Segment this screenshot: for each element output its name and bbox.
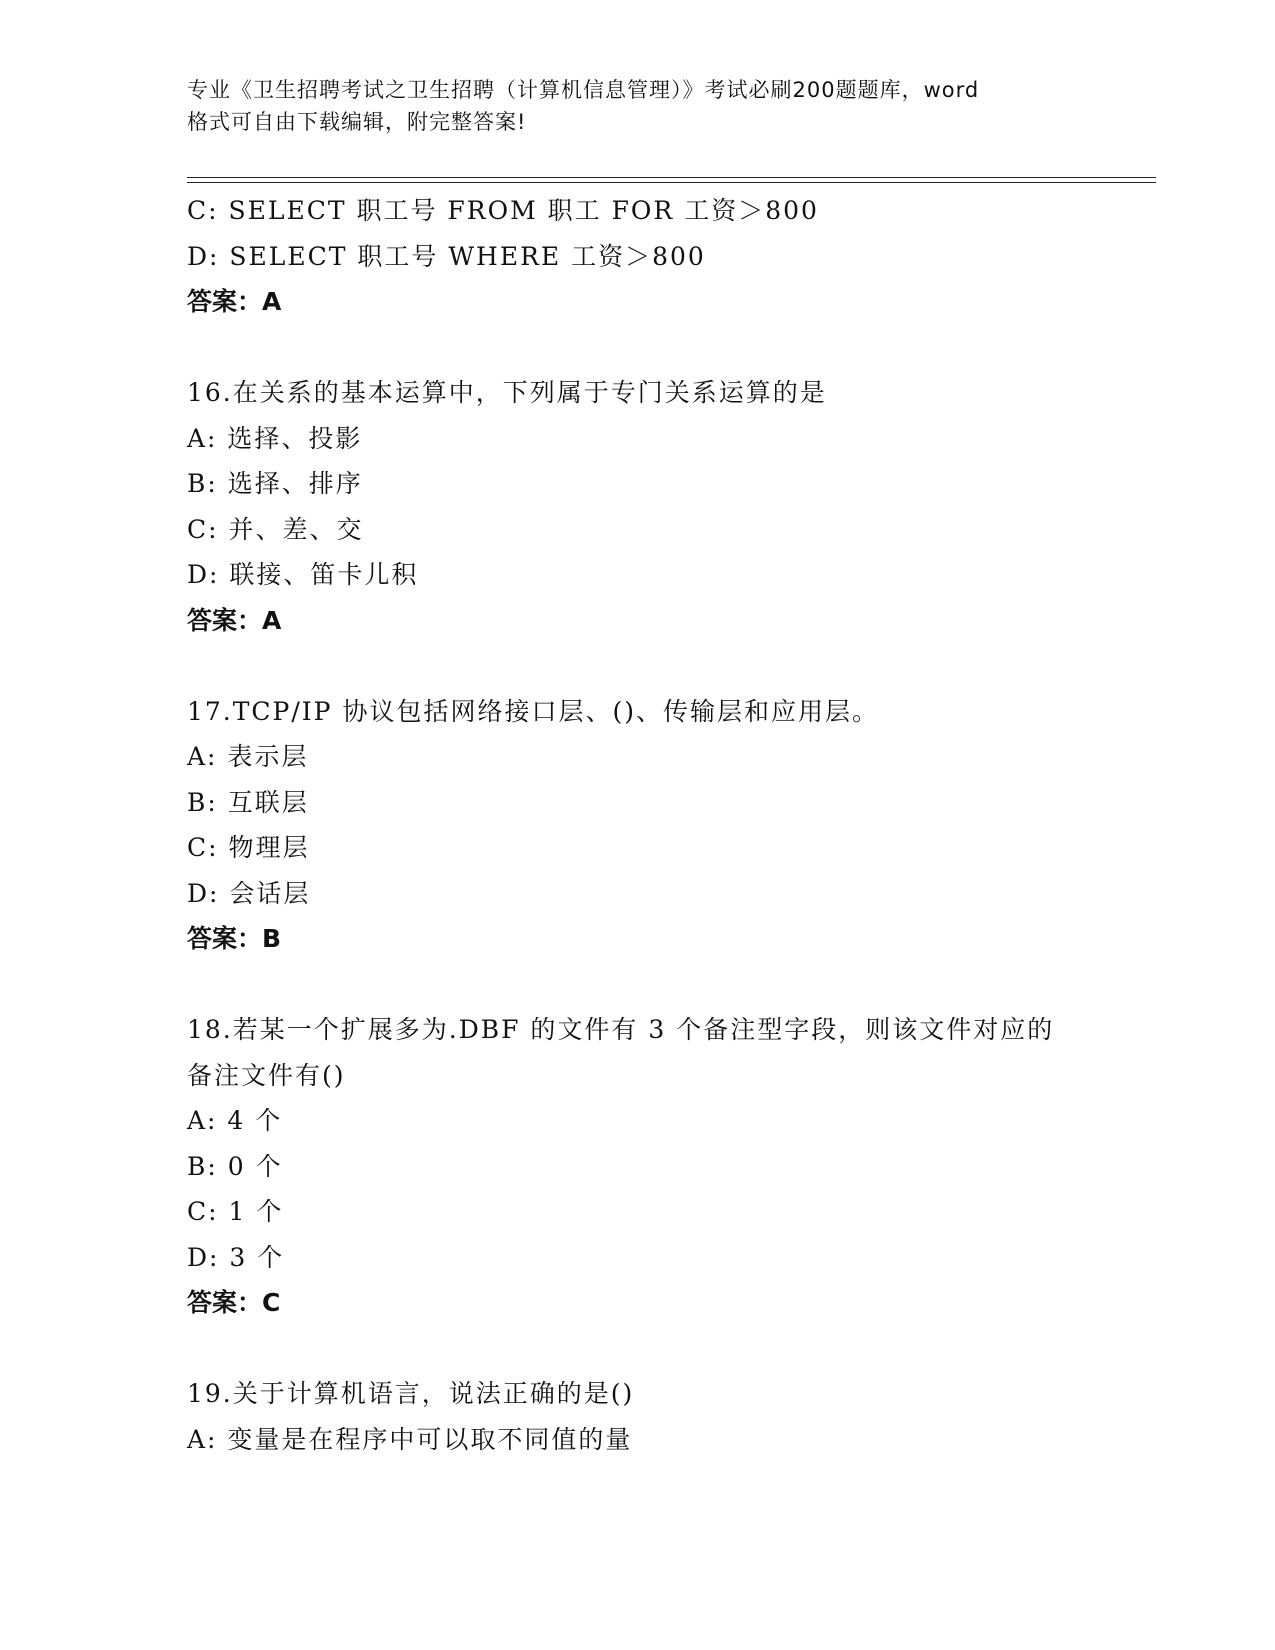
option-d: D: 联接、笛卡儿积: [187, 560, 419, 589]
header-divider-bottom: [187, 182, 1156, 183]
answer: 答案：B: [187, 924, 282, 953]
option-b: B: 互联层: [187, 787, 309, 817]
option-a: A: 变量是在程序中可以取不同值的量: [187, 1424, 633, 1454]
question-18: [187, 1007, 1147, 1326]
option-c: C: 物理层: [187, 833, 310, 862]
option-a: A: 选择、投影: [187, 423, 363, 453]
spacer: [187, 643, 1147, 689]
option-b: B: 选择、排序: [187, 469, 363, 498]
option-d: D: 3 个: [187, 1242, 285, 1272]
question-16: [187, 370, 1147, 643]
option-a: A: 4 个: [187, 1106, 283, 1135]
document-header: [187, 74, 1087, 138]
header-line-1: 专业《卫生招聘考试之卫生招聘（计算机信息管理）》考试必刷200题题库，word: [187, 78, 980, 102]
option-d: D: SELECT 职工号 WHERE 工资＞800: [187, 241, 706, 271]
option-c: C: 1 个: [187, 1197, 284, 1226]
question-text: 17.TCP/IP 协议包括网络接口层、()、传输层和应用层。: [187, 696, 879, 726]
option-a: A: 表示层: [187, 742, 309, 771]
question-17: [187, 689, 1147, 962]
question-text: 16.在关系的基本运算中，下列属于专门关系运算的是: [187, 378, 827, 407]
header-line-2: 格式可自由下载编辑，附完整答案!: [187, 110, 527, 134]
question-15: [187, 188, 1147, 325]
option-d: D: 会话层: [187, 878, 311, 908]
option-c: C: SELECT 职工号 FROM 职工 FOR 工资＞800: [187, 196, 819, 225]
option-b: B: 0 个: [187, 1151, 283, 1181]
spacer: [187, 1326, 1147, 1372]
option-c: C: 并、差、交: [187, 514, 364, 544]
answer: 答案：C: [187, 1288, 281, 1317]
answer: 答案：A: [187, 287, 282, 316]
spacer: [187, 325, 1147, 371]
question-text: 19.关于计算机语言，说法正确的是(): [187, 1379, 635, 1408]
question-text-line-2: 备注文件有(): [187, 1060, 346, 1090]
question-19: [187, 1371, 1147, 1462]
question-list: [187, 188, 1147, 1462]
answer: 答案：A: [187, 605, 282, 635]
question-text-line-1: 18.若某一个扩展多为.DBF 的文件有 3 个备注型字段，则该文件对应的: [187, 1015, 1055, 1044]
spacer: [187, 962, 1147, 1008]
header-divider-top: [187, 177, 1156, 178]
